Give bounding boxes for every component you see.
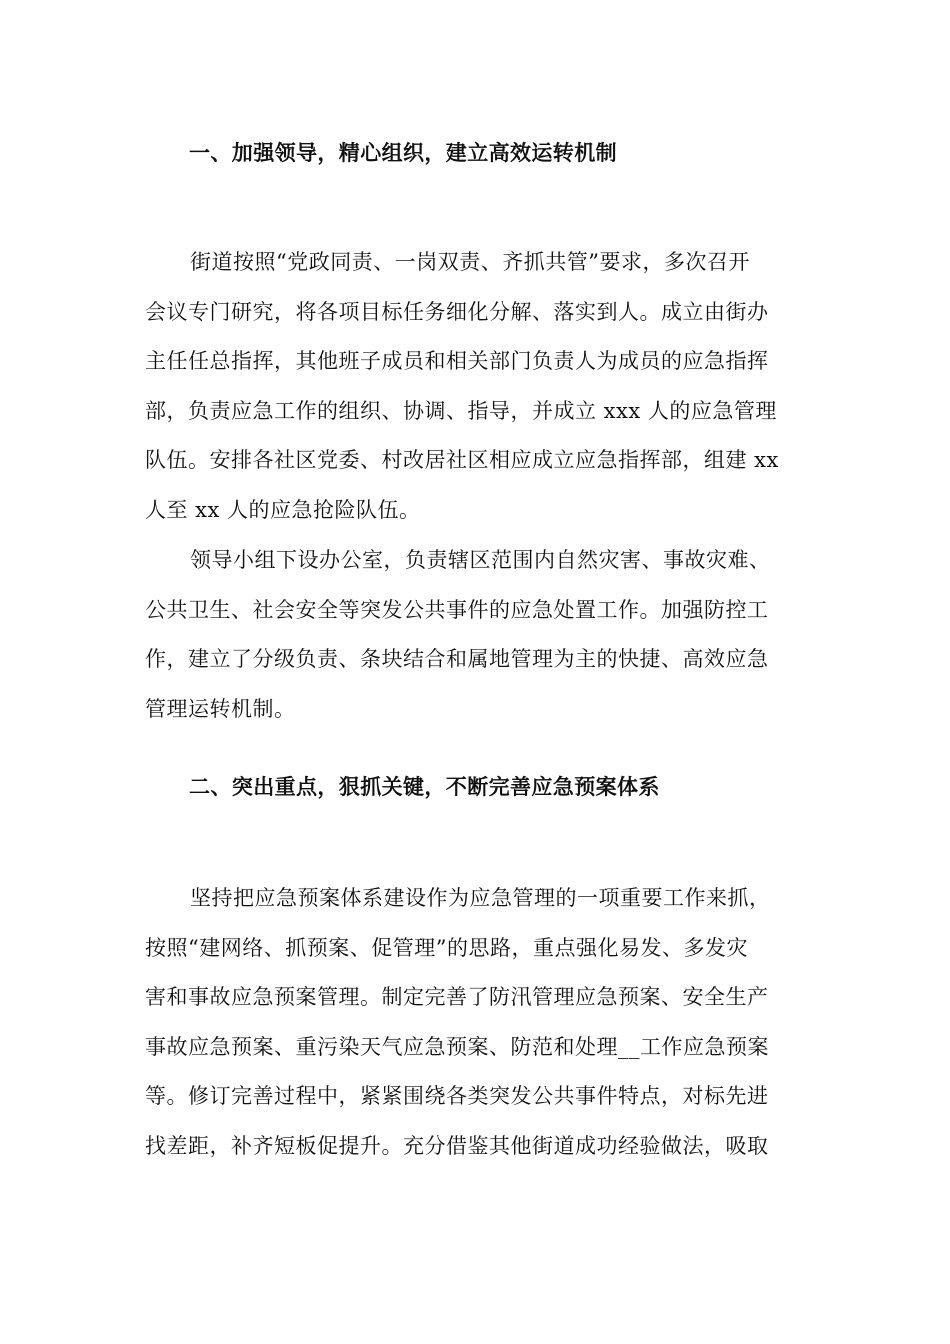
paragraph-3-line: 等。修订完善过程中，紧紧围绕各类突发公共事件特点，对标先进	[145, 1084, 769, 1108]
paragraph-3-line: 按照“建网络、抓预案、促管理”的思路，重点强化易发、多发灾	[145, 935, 748, 960]
paragraph-3-line: 事故应急预案、重污染天气应急预案、防范和处理__工作应急预案	[145, 1034, 769, 1059]
paragraph-1-line: 部，负责应急工作的组织、协调、指导，并成立 xxx 人的应急管理	[145, 398, 777, 423]
paragraph-1-line: 队伍。安排各社区党委、村改居社区相应成立应急指挥部，组建 xx	[145, 448, 779, 472]
section-heading-2: 二、突出重点，狠抓关键，不断完善应急预案体系	[189, 774, 660, 799]
paragraph-2	[145, 536, 810, 734]
paragraph-1-line: 人至 xx 人的应急抢险队伍。	[145, 497, 421, 522]
paragraph-2-line: 管理运转机制。	[145, 696, 296, 721]
paragraph-2-line: 领导小组下设办公室，负责辖区范围内自然灾害、事故灾难、	[190, 548, 771, 572]
paragraph-1-line: 街道按照“党政同责、一岗双责、齐抓共管”要求，多次召开	[190, 250, 750, 274]
paragraph-3-line: 找差距，补齐短板促提升。充分借鉴其他街道成功经验做法，吸取	[145, 1133, 769, 1158]
paragraph-3-line: 害和事故应急预案管理。制定完善了防汛管理应急预案、安全生产	[145, 985, 769, 1009]
paragraph-1	[145, 238, 810, 535]
paragraph-2-line: 公共卫生、社会安全等突发公共事件的应急处置工作。加强防控工	[145, 597, 769, 622]
paragraph-2-line: 作，建立了分级负责、条块结合和属地管理为主的快捷、高效应急	[145, 647, 769, 671]
paragraph-1-line: 主任任总指挥，其他班子成员和相关部门负责人为成员的应急指挥	[145, 349, 769, 373]
section-heading-1: 一、加强领导，精心组织，建立高效运转机制	[189, 140, 617, 165]
paragraph-1-line: 会议专门研究，将各项目标任务细化分解、落实到人。成立由街办	[145, 299, 769, 324]
paragraph-3	[145, 874, 810, 1171]
paragraph-3-line: 坚持把应急预案体系建设作为应急管理的一项重要工作来抓，	[190, 886, 771, 910]
